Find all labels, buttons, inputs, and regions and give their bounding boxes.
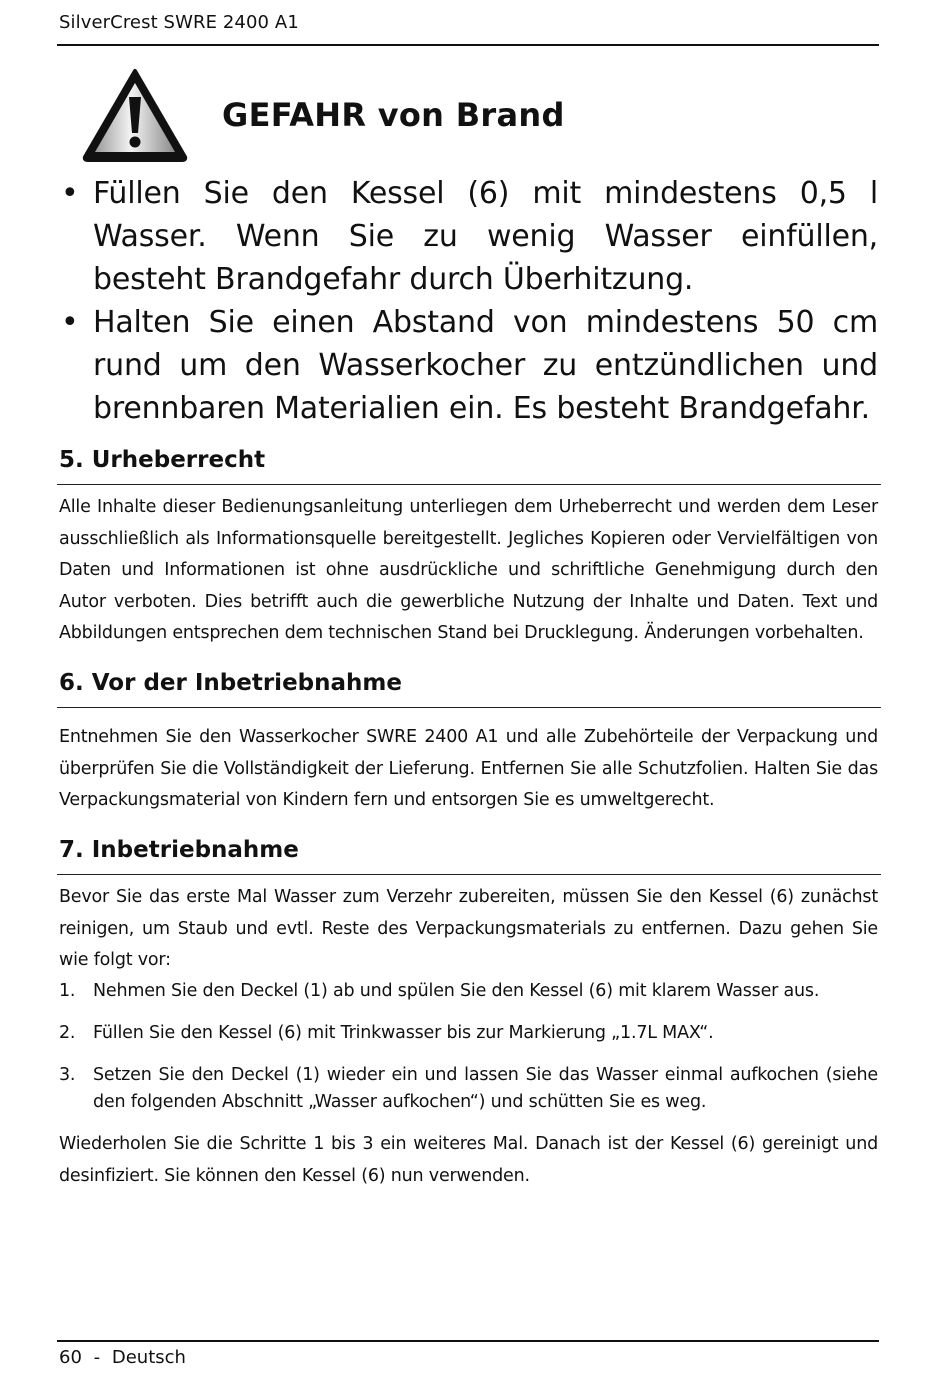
step-text: Füllen Sie den Kessel (6) mit Trinkwasser bis zur Markierung „1.7L MAX“. bbox=[93, 1023, 714, 1043]
bullet-text: Füllen Sie den Kessel (6) mit mindestens 0,5 l Wasser. Wenn Sie zu wenig Wasser einfüllen, besteht Brandgefahr durch Überhitzung. bbox=[93, 176, 878, 297]
header-rule bbox=[57, 44, 879, 46]
section-intro-inbetriebnahme: Bevor Sie das erste Mal Wasser zum Verzehr zubereiten, müssen Sie den Kessel (6) zunächst reinigen, um Staub und evtl. Reste des Verpackungsmaterials zu entfernen. Dazu gehen Sie wie folgt vor: bbox=[59, 887, 878, 970]
step-number: 3. bbox=[59, 1065, 76, 1085]
section-title-inbetriebnahme: 7. Inbetriebnahme bbox=[59, 837, 299, 863]
warning-triangle-icon bbox=[80, 67, 190, 163]
bullet-icon: • bbox=[61, 305, 79, 340]
list-item bbox=[57, 172, 878, 301]
section-text-urheberrecht: Alle Inhalte dieser Bedienungsanleitung unterliegen dem Urheberrecht und werden dem Leser ausschließlich als Informationsquelle bereitgestellt. Jegliches Kopieren oder Vervielfältigen von Daten und Informationen ist ohne ausdrückliche und schriftliche Genehmigung durch den Autor verboten. Dies betrifft auch die gewerbliche Nutzung der Inhalte und Daten. Text und Abbildungen entsprechen dem technischen Stand bei Drucklegung. Änderungen vorbehalten. bbox=[59, 497, 878, 643]
section-text-vor-der-inbetriebnahme: Entnehmen Sie den Wasserkocher SWRE 2400 A1 und alle Zubehörteile der Verpackung und überprüfen Sie die Vollständigkeit der Lieferung. Entfernen Sie alle Schutzfolien. Halten Sie das Verpackungsmaterial von Kindern fern und entsorgen Sie es umweltgerecht. bbox=[59, 727, 878, 810]
step-number: 1. bbox=[59, 981, 76, 1001]
page-footer bbox=[59, 1347, 186, 1368]
section-outro-inbetriebnahme: Wiederholen Sie die Schritte 1 bis 3 ein weiteres Mal. Danach ist der Kessel (6) gereinigt und desinfiziert. Sie können den Kessel (6) nun verwenden. bbox=[59, 1134, 878, 1186]
section-rule bbox=[57, 707, 881, 708]
step-list bbox=[59, 1020, 878, 1047]
step-number: 2. bbox=[59, 1023, 76, 1043]
warning-bullet-list bbox=[57, 172, 878, 430]
list-item bbox=[59, 978, 878, 1005]
step-text: Setzen Sie den Deckel (1) wieder ein und lassen Sie das Wasser einmal aufkochen (siehe den folgenden Abschnitt „Wasser aufkochen“) und schütten Sie es weg. bbox=[93, 1065, 878, 1112]
bullet-icon: • bbox=[61, 176, 79, 211]
step-list bbox=[59, 978, 878, 1005]
step-list bbox=[59, 1062, 878, 1116]
footer-rule bbox=[57, 1340, 879, 1342]
section-rule bbox=[57, 484, 881, 485]
warning-title: GEFAHR von Brand bbox=[222, 96, 565, 134]
list-item bbox=[59, 1020, 878, 1047]
bullet-text: Halten Sie einen Abstand von mindestens 50 cm rund um den Wasserkocher zu entzündlichen und brennbaren Materialien ein. Es besteht Brandgefahr. bbox=[93, 305, 878, 426]
footer-language: Deutsch bbox=[111, 1347, 186, 1368]
section-rule bbox=[57, 874, 881, 875]
page-number: 60 bbox=[59, 1347, 82, 1368]
list-item bbox=[59, 1062, 878, 1116]
footer-separator: - bbox=[93, 1347, 101, 1368]
running-header: SilverCrest SWRE 2400 A1 bbox=[59, 12, 299, 33]
step-text: Nehmen Sie den Deckel (1) ab und spülen Sie den Kessel (6) mit klarem Wasser aus. bbox=[93, 981, 820, 1001]
list-item bbox=[57, 301, 878, 430]
section-title-vor-der-inbetriebnahme: 6. Vor der Inbetriebnahme bbox=[59, 670, 402, 696]
section-title-urheberrecht: 5. Urheberrecht bbox=[59, 447, 266, 473]
